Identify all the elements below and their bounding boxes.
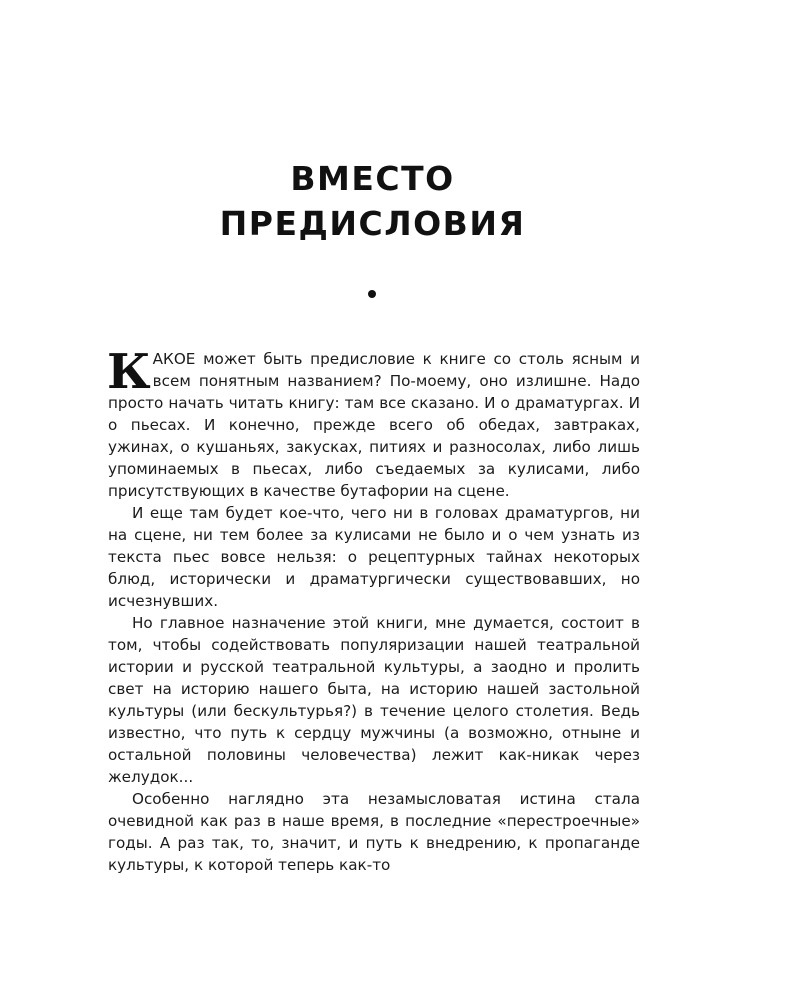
chapter-title-line-1: ВМЕСТО	[290, 159, 455, 198]
separator-dot-icon	[368, 290, 376, 298]
paragraph-1	[107, 344, 640, 502]
paragraph-2: И еще там будет кое-что, чего ни в головах драматургов, ни на сцене, ни тем более за кулисами не было и о чем узнать из текста пьес вовсе нельзя: о рецептурных тайнах некоторых блюд, исторически и драматургически существовавших, но исчезнувших.	[108, 504, 640, 610]
body-text	[107, 344, 640, 876]
paragraph-3: Но главное назначение этой книги, мне думается, состоит в том, чтобы содействовать популяризации нашей театральной истории и русской театральной культуры, а заодно и пролить свет на историю нашего быта, на историю нашей застольной культуры (или бескультурья?) в течение целого столетия. Ведь известно, что путь к сердцу мужчины (а возможно, отныне и остальной половины человечества) лежит как-никак через желудок...	[108, 614, 640, 786]
drop-cap: К	[107, 344, 151, 400]
chapter-title	[0, 156, 745, 246]
paragraph-1-text: АКОЕ может быть предисловие к книге со столь ясным и всем понятным названием? По-моему, оно излишне. Надо просто начать читать книгу: там все сказано. И о драматургах. И о пьесах. И конечно, прежде всего об обедах, завтраках, ужинах, о кушаньях, закусках, питиях и разносолах, либо лишь упоминаемых в пьесах, либо съедаемых за кулисами, либо присутствующих в качестве бутафории на сцене.	[108, 350, 640, 500]
paragraph-4: Особенно наглядно эта незамысловатая истина стала очевидной как раз в наше время, в последние «перестроечные» годы. А раз так, то, значит, и путь к внедрению, к пропаганде культуры, к которой теперь как-то	[108, 790, 640, 874]
chapter-title-line-2: ПРЕДИСЛОВИЯ	[219, 204, 526, 243]
